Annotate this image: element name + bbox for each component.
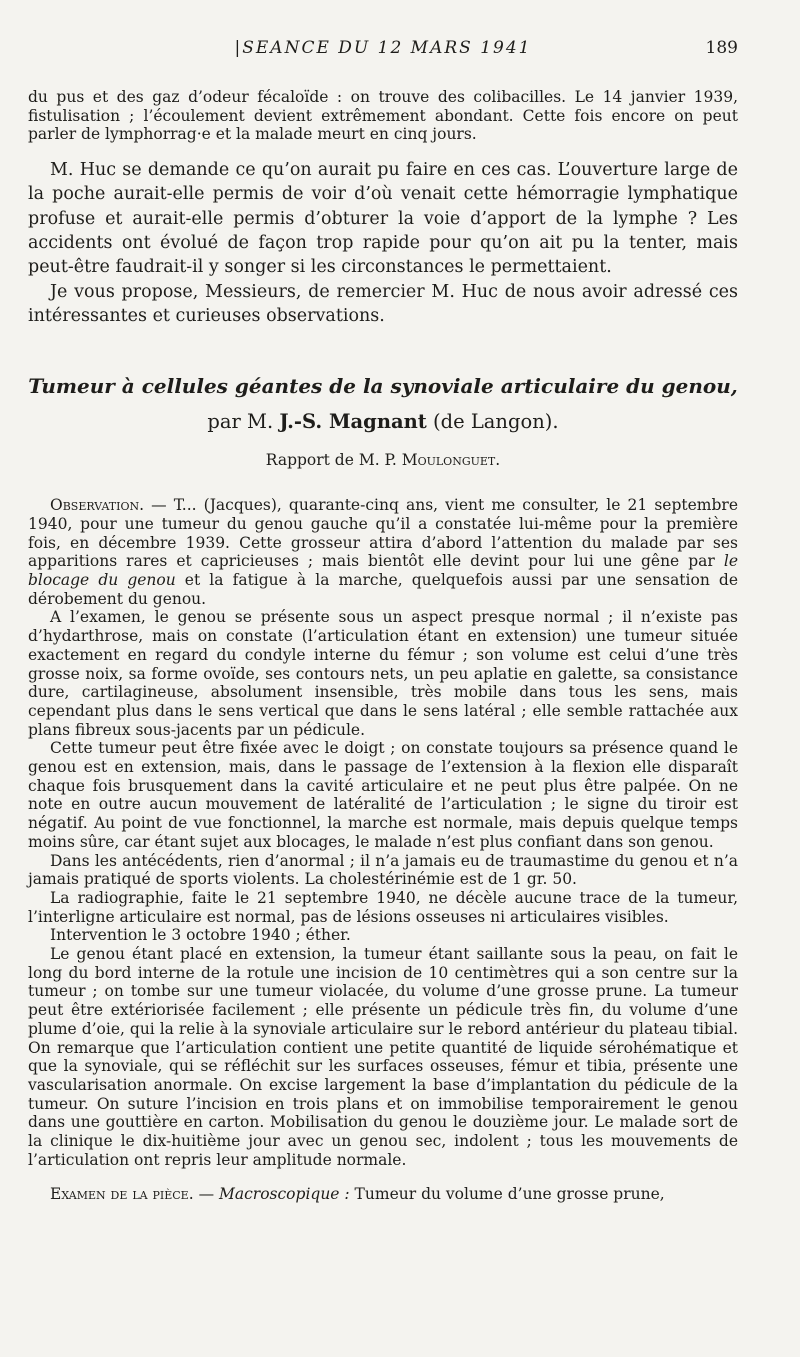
observation-paragraph: Intervention le 3 octobre 1940 ; éther. — [50, 926, 351, 945]
exam-label: Examen de la pièce. — [50, 1184, 194, 1203]
article-heading — [28, 372, 738, 470]
exam-paragraph — [28, 1185, 738, 1204]
exam-text: Tumeur du volume d’une grosse prune, — [349, 1184, 665, 1203]
running-header — [28, 38, 738, 64]
intro-paragraph: du pus et des gaz d’odeur fécaloïde : on trouve des colibacilles. Le 14 janvier 1939, fistulisation ; l’écoulement devient extrêmement abondant. Cette fois encore on peut parler de lymphorrag·e et la malade meurt en cinq jours. — [28, 88, 738, 144]
exam-italic: Macroscopique : — [219, 1184, 350, 1203]
article-title: Tumeur à cellules géantes de la synoviale articulaire du genou, — [28, 374, 738, 399]
byline-suffix: (de Langon). — [433, 410, 559, 434]
page-number: 189 — [705, 38, 738, 58]
article-byline — [28, 408, 738, 436]
exam-dash: — — [193, 1184, 220, 1203]
observation-lead-text: — T... (Jacques), quarante-cinq ans, vient me consulter, le 21 septembre 1940, pour une tumeur du genou gauche qu’il a constatée lui-même pour la première fois, en décembre 1939. Cette grosseur attira d’abord l’attention du malade par ses apparitions rares et capricieuses ; mais bientôt elle devint pour lui une gêne par — [28, 496, 738, 571]
byline-prefix: par M. — [207, 410, 274, 434]
observation-paragraph: La radiographie, faite le 21 septembre 1940, ne décèle aucune trace de la tumeur, l’interligne articulaire est normal, pas de lésions osseuses ni articulaires visibles. — [28, 888, 738, 926]
observation-lead — [28, 496, 738, 608]
article-author: J.-S. Magnant — [279, 410, 427, 434]
observation-label: Observation. — [50, 496, 145, 515]
observation-lead-italic: le blocage du genou — [28, 552, 738, 589]
discussion-paragraph: M. Huc se demande ce qu’on aurait pu faire en ces cas. L’ouverture large de la poche aurait-elle permis de voir d’où venait cette hémorragie lymphatique profuse et aurait-elle permis d’obturer la voie d’apport de la lymphe ? Les accidents ont évolué de façon trop rapide pour qu’on ait pu la tenter, mais peut-être faudrait-il y songer si les circonstances le permettaient. — [28, 160, 738, 278]
report-author: Moulonguet. — [401, 451, 501, 470]
observation-lead-tail: et la fatigue à la marche, quelquefois aussi par une sensation de dérobement du genou. — [28, 571, 738, 608]
observation-paragraph: Cette tumeur peut être fixée avec le doigt ; on constate toujours sa présence quand le genou est en extension, mais, dans le passage de l’extension à la flexion elle disparaît chaque fois brusquement dans la cavité articulaire et ne peut plus être palpée. On ne note en outre aucun mouvement de latéralité de l’articulation ; le signe du tiroir est négatif. Au point de vue fonctionnel, la marche est normale, mais depuis quelque temps moins sûre, car étant sujet aux blocages, le malade n’est plus confiant dans son genou. — [28, 739, 738, 851]
discussion-paragraph: Je vous propose, Messieurs, de remercier M. Huc de nous avoir adressé ces intéressantes et curieuses observations. — [28, 281, 738, 326]
page-body — [28, 88, 738, 1203]
report-line — [28, 450, 738, 470]
report-prefix: Rapport de M. P. — [265, 451, 397, 470]
observation-paragraph: A l’examen, le genou se présente sous un aspect presque normal ; il n’existe pas d’hydarthrose, mais on constate (l’articulation étant en extension) une tumeur située exactement en regard du condyle interne du fémur ; son volume est celui d’une très grosse noix, sa forme ovoïde, ses contours nets, un peu aplatie en galette, sa consistance dure, cartilagineuse, absolument insensible, très mobile dans tous les sens, mais cependant plus dans le sens vertical que dans le sens latéral ; elle semble rattachée aux plans fibreux sous-jacents par un pédicule. — [28, 608, 738, 739]
observation-paragraph: Le genou étant placé en extension, la tumeur étant saillante sous la peau, on fait le long du bord interne de la rotule une incision de 10 centimètres qui a son centre sur la tumeur ; on tombe sur une tumeur violacée, du volume d’une grosse prune. La tumeur peut être extériorisée facilement ; elle présente un pédicule très fin, du volume d’une plume d’oie, qui la relie à la synoviale articulaire sur le rebord antérieur du plateau tibial. On remarque que l’articulation contient une petite quantité de liquide sérohématique et que la synoviale, qui se réfléchit sur les surfaces osseuses, fémur et tibia, présente une vascularisation anormale. On excise largement la base d’implantation du pédicule de la tumeur. On suture l’incision en trois plans et on immobilise temporairement le genou dans une gouttière en carton. Mobilisation du genou le douzième jour. Le malade sort de la clinique le dix-huitième jour avec un genou sec, indolent ; tous les mouvements de l’articulation ont repris leur amplitude normale. — [28, 945, 738, 1169]
observation-paragraph: Dans les antécédents, rien d’anormal ; il n’a jamais eu de traumastime du genou et n’a jamais pratiqué de sports violents. La cholestérinémie est de 1 gr. 50. — [28, 851, 738, 889]
running-title: |SEANCE DU 12 MARS 1941 — [234, 38, 532, 58]
